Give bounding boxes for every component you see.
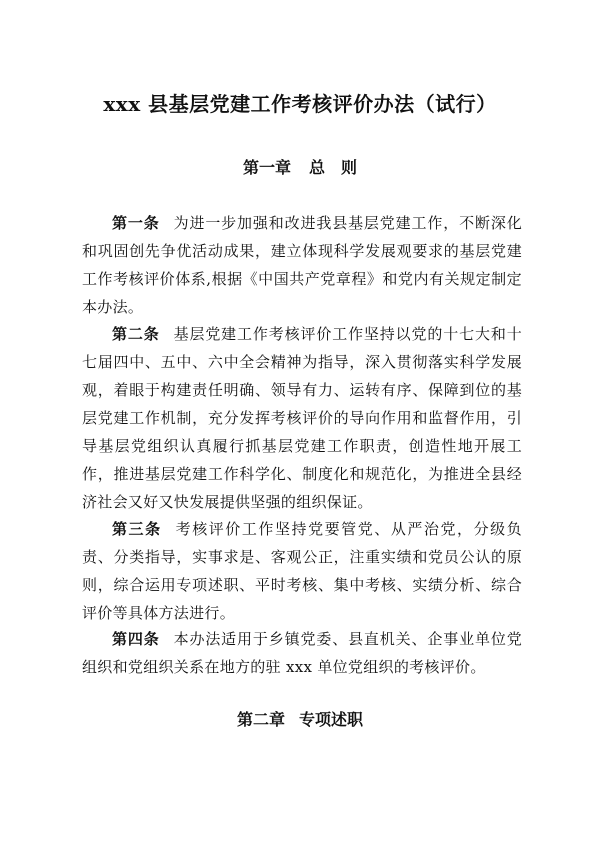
article-text: 基层党建工作考核评价工作坚持以党的十七大和十七届四中、五中、六中全会精神为指导，深入贯彻落实科学发展观，着眼于构建责任明确、领导有力、运转有序、保障到位的基层党建工作机制，充分发挥考核评价的导向作用和监督作用，引导基层党组织认真履行抓基层党建工作职责，创造性地开展工作，推进基层党建工作科学化、制度化和规范化，为推进全县经济社会又好又快发展提供坚强的组织保证。 <box>82 325 522 511</box>
chapter-number: 第一章 <box>242 158 291 177</box>
chapter-name: 专项述职 <box>299 710 364 729</box>
article-label: 第三条 <box>112 520 162 538</box>
article-label: 第四条 <box>112 630 160 648</box>
article-label: 第一条 <box>112 214 160 232</box>
chapter-heading-2 <box>0 707 600 730</box>
document-title: xxx 县基层党建工作考核评价办法（试行） <box>103 92 497 116</box>
article-text: 考核评价工作坚持党要管党、从严治党，分级负责、分类指导，实事求是、客观公正，注重实绩和党员公认的原则，综合运用专项述职、平时考核、集中考核、实绩分析、综合评价等具体方法进行。 <box>82 520 522 622</box>
article-label: 第二条 <box>112 325 160 343</box>
article-text: 为进一步加强和改进我县基层党建工作，不断深化和巩固创先争优活动成果，建立体现科学发展观要求的基层党建工作考核评价体系,根据《中国共产党章程》和党内有关规定制定本办法。 <box>82 214 522 316</box>
article-paragraph <box>82 515 522 627</box>
article-paragraph <box>82 320 522 516</box>
article-paragraph <box>82 209 522 321</box>
chapter-number: 第二章 <box>236 710 285 729</box>
article-text: 本办法适用于乡镇党委、县直机关、企事业单位党组织和党组织关系在地方的驻 xxx 单位党组织的考核评价。 <box>82 630 522 676</box>
chapter-name: 总 则 <box>309 158 358 177</box>
article-paragraph <box>82 625 522 681</box>
chapter-heading-1 <box>0 155 600 178</box>
